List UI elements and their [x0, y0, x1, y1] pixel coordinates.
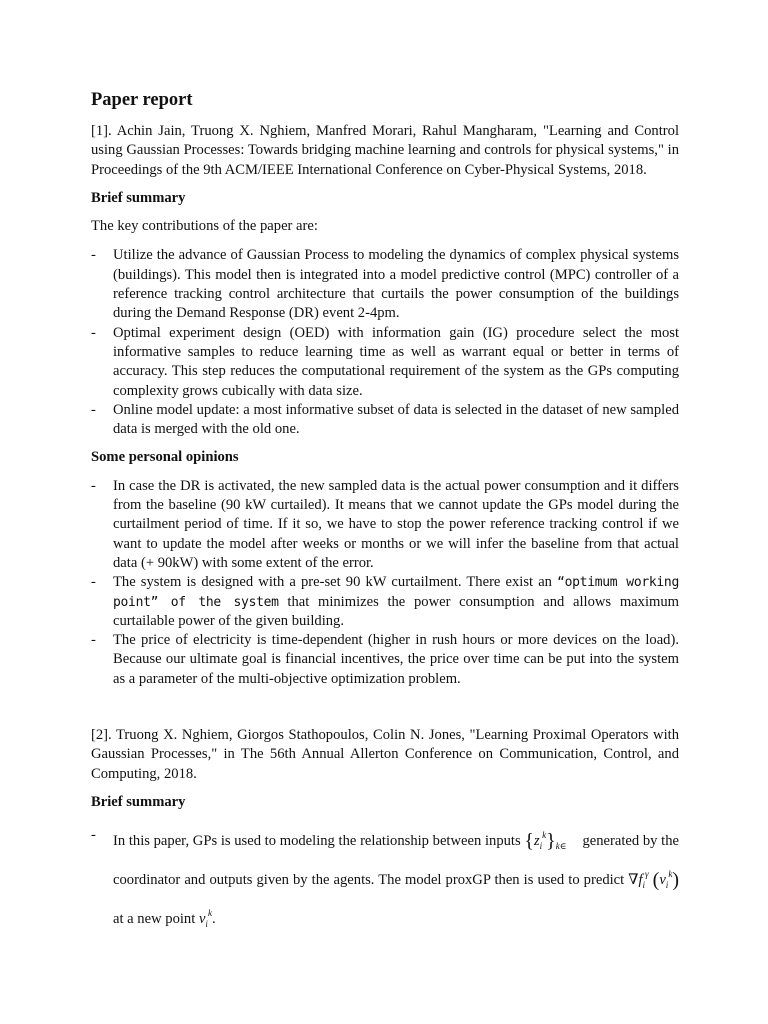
v-superscript: k [207, 908, 212, 919]
list-item: - The system is designed with a pre-set 90 kW curtailment. There exist an “optimum working point” of the system that minimizes the power consumption and allows maximum curtailable power of the given building. [91, 574, 679, 629]
summary-text-d: at a new point [113, 911, 196, 928]
k-set-subscript: k∈ [555, 841, 567, 852]
summary-text-b: generated by [582, 833, 658, 850]
v-symbol: v [659, 872, 666, 889]
v-subscript: i [205, 919, 208, 930]
v-superscript: k [668, 869, 673, 880]
list-item-text: Utilize the advance of Gaussian Process to modeling the dynamics of complex physical systems (buildings). This model then is integrated into a model predictive control (MPC) controller of a reference tracking control architecture that curtails the power consumption of the buildings during the Demand Response (DR) event 2-4pm. [113, 247, 679, 322]
list-item: - Optimal experiment design (OED) with information gain (IG) procedure select the most informative samples to reduce learning time as well as warrant equal or better in terms of accuracy. This step reduces the computational requirement of the system as the GPs computing complexity grows cubically with data size. [91, 324, 679, 399]
z-subscript: i [539, 841, 543, 852]
opinions-heading: Some personal opinions [91, 449, 239, 466]
contributions-list [91, 246, 679, 439]
new-point-formula [198, 908, 212, 930]
open-brace: { [524, 830, 534, 853]
list-item-text-c: that minimizes the power consumption and allows maximum curtailable power of the given building. [113, 593, 679, 629]
list-item: - In case the DR is activated, the new sampled data is the actual power consumption and it differs from the baseline (90 kW curtailed). It means that we cannot update the GPs model during the curtailment period of time. If it so, we have to stop the power reference tracking control if we want to update the model after weeks or months or we will infer the baseline from that actual data (+ 90kW) with some extent of the error. [91, 477, 679, 571]
summary-text-c: the coordinator and outputs given by the agents. The model proxGP then is used to predict [113, 833, 680, 889]
nabla-f-symbol: ∇f [628, 872, 643, 889]
opinions-list [91, 477, 679, 689]
page-title: Paper report [91, 90, 193, 110]
list-item-text-a: The system is designed with a pre-set 90 kW curtailment. There exist an [113, 574, 558, 591]
list-item: - In this paper, GPs is used to modeling the relationship between inputs $\{z_i^k\}_{k\in}$ generated by the coordinator and outputs given by the agents. The model proxGP then is used to predict $\nabla f_i^\gamma$ $(v_i^k)$ at a new point $v_i^k$. [91, 827, 680, 930]
close-brace: } [546, 830, 556, 853]
paper2-summary-heading: Brief summary [91, 793, 186, 810]
f-subscript: i [642, 880, 646, 891]
paper1-citation: [1]. Achin Jain, Truong X. Nghiem, Manfred Morari, Rahul Mangharam, "Learning and Control using Gaussian Processes: Towards bridging machine learning and controls for physical systems," in Proceedings of the 9th ACM/IEEE International Conference on Cyber-Physical Systems, 2018. [91, 123, 679, 178]
list-item: - Online model update: a most informative subset of data is selected in the dataset of new sampled data is merged with the old one. [91, 401, 679, 438]
document-page [91, 88, 679, 947]
summary-text-e: . [211, 911, 216, 928]
f-superscript: γ [645, 869, 649, 880]
list-item-text: The price of electricity is time-dependent (higher in rush hours or more devices on the load). Because our ultimate goal is financial incentives, the price over time can be put into the system as a parameter of the multi-objective optimization problem. [113, 632, 679, 687]
z-symbol: z [533, 833, 540, 850]
gradient-formula [628, 869, 679, 892]
inputs-set-formula [524, 830, 567, 853]
list-item: - The price of electricity is time-dependent (higher in rush hours or more devices on the load). Because our ultimate goal is financial incentives, the price over time can be put into the system as a parameter of the multi-objective optimization problem. [91, 632, 679, 687]
list-item-text: Optimal experiment design (OED) with information gain (IG) procedure select the most informative samples to reduce learning time as well as warrant equal or better in terms of accuracy. This step reduces the computational requirement of the system as the GPs computing complexity grows cubically with data size. [113, 324, 679, 399]
v-subscript: i [665, 880, 669, 891]
list-item-text: Online model update: a most informative subset of data is selected in the dataset of new sampled data is merged with the old one. [113, 401, 679, 438]
list-item: - Utilize the advance of Gaussian Process to modeling the dynamics of complex physical systems (buildings). This model then is integrated into a model predictive control (MPC) controller of a reference tracking control architecture that curtails the power consumption of the buildings during the Demand Response (DR) event 2-4pm. [91, 247, 679, 322]
paper1-summary-heading: Brief summary [91, 189, 186, 206]
v-symbol: v [198, 911, 206, 928]
paper2-summary-list [91, 821, 679, 938]
section-spacer [91, 698, 679, 726]
left-paren: ( [652, 869, 660, 892]
z-superscript: k [542, 830, 547, 841]
right-paren: ) [672, 869, 679, 892]
summary-text-a: In this paper, GPs is used to modeling the relationship between inputs [113, 833, 521, 850]
list-item-text-b: “optimum working point” of the system [113, 575, 679, 610]
list-item-text: In case the DR is activated, the new sampled data is the actual power consumption and it differs from the baseline (90 kW curtailed). It means that we cannot update the GPs model during the curtailment period of time. If it so, we have to stop the power reference tracking control if we want to update the model after weeks or months or we will infer the baseline from that actual data (+ 90kW) with some extent of the error. [113, 477, 679, 571]
paper1-intro: The key contributions of the paper are: [91, 218, 318, 235]
paper2-citation: [2]. Truong X. Nghiem, Giorgos Stathopoulos, Colin N. Jones, "Learning Proximal Operators with Gaussian Processes," in The 56th Annual Allerton Conference on Communication, Control, and Computing, 2018. [91, 727, 679, 782]
